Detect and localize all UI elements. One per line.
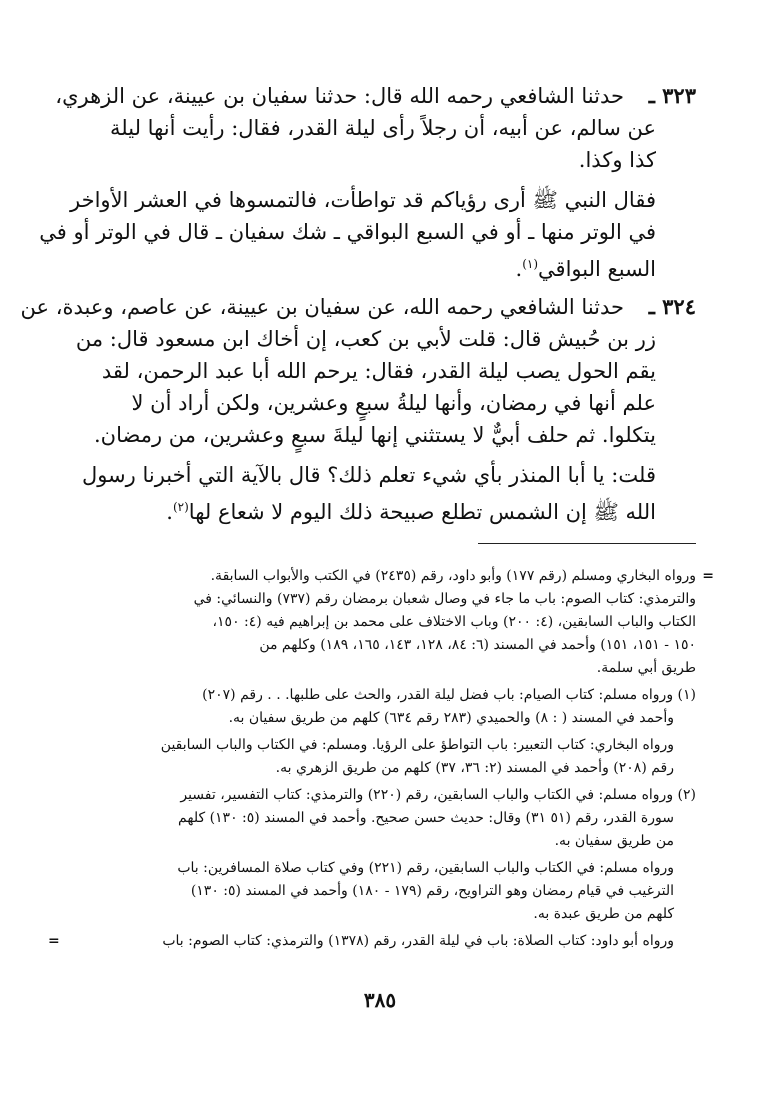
footnote-line: ورواه البخاري: كتاب التعبير: باب التواطؤ على الرؤيا. ومسلم: في الكتاب والباب السابقين <box>160 737 674 753</box>
page-number: ٣٨٥ <box>363 988 397 1012</box>
text-line: عن سالم، عن أبيه، أن رجلاً رأى ليلة القدر، فقال: رأيت أنها ليلة <box>110 116 656 140</box>
footnote-line: (٢) ورواه مسلم: في الكتاب والباب السابقين، رقم (٢٢٠) والترمذي: كتاب التفسير، تفسير <box>180 787 696 803</box>
footnote-line: طريق أبي سلمة. <box>596 660 696 676</box>
footnote-line: كلهم من طريق عبدة به. <box>533 906 674 922</box>
footnote-line: من طريق سفيان به. <box>554 833 674 849</box>
hadith-number: ٣٢٣ ـ <box>648 83 696 108</box>
paragraph-324 <box>74 459 696 528</box>
footnote-line: الترغيب في قيام رمضان وهو التراويح، رقم (١٧٩ - ١٨٠) وأحمد في المسند (٥: ١٣٠) <box>190 883 674 899</box>
footnotes <box>48 565 714 957</box>
footnote-2 <box>74 784 696 853</box>
footnote-line: الكتاب والباب السابقين، (٤: ٢٠٠) وباب الاختلاف على محمد بن إبراهيم فيه (٤: ١٥٠، <box>212 614 696 630</box>
footnote-line: سورة القدر، رقم (٥١ ٣١) وقال: حديث حسن صحيح. وأحمد في المسند (٥: ١٣٠) كلهم <box>178 810 674 826</box>
text-line: فقال النبي ﷺ أرى رؤياكم قد تواطأت، فالتمسوها في العشر الأواخر <box>70 188 656 212</box>
text-line: يتكلوا. ثم حلف أبيٌّ لا يستثني إنها ليلةَ سبعٍ وعشرين، من رمضان. <box>93 423 656 447</box>
footnote-line: رقم (٢٠٨) وأحمد في المسند (٢: ٣٦، ٣٧) كلهم من طريق الزهري به. <box>275 760 674 776</box>
end-continuation-mark: = <box>48 933 60 949</box>
footnote-line: ١٥٠ - ١٥١، ١٥١) وأحمد في المسند (٦: ٨٤، ١٢٨، ١٤٣، ١٦٥، ١٨٩) وكلهم من <box>259 637 696 653</box>
text-fragment: السبع البواقي <box>538 257 656 281</box>
continuation-mark: = <box>702 568 714 584</box>
footnote-line: ورواه مسلم: في الكتاب والباب السابقين، رقم (٢٢١) وفي كتاب صلاة المسافرين: باب <box>177 860 674 876</box>
text-line: قلت: يا أبا المنذر بأي شيء تعلم ذلك؟ قال بالآية التي أخبرنا رسول <box>81 463 656 487</box>
footnote-divider <box>478 543 696 544</box>
text-line: الله ﷺ إن الشمس تطلع صبيحة ذلك اليوم لا شعاع لها$^{(٢)}$. <box>166 500 656 524</box>
footnote-ref-2: (٢) <box>172 500 189 514</box>
text-line: في الوتر منها ـ أو في السبع البواقي ـ شك سفيان ـ قال في الوتر أو في <box>39 220 656 244</box>
main-text <box>20 80 696 534</box>
text-line: كذا وكذا. <box>578 148 656 172</box>
hadith-324 <box>20 291 696 451</box>
footnote-2-sub-1 <box>74 857 696 926</box>
footnote-1-sub <box>74 734 696 780</box>
text-line: زر بن حُبيش قال: قلت لأبي بن كعب، إن أخاك ابن مسعود قال: من <box>75 327 656 351</box>
text-line: السبع البواقي$^{(١)}$. <box>515 257 656 281</box>
hadith-number: ٣٢٤ ـ <box>648 294 696 319</box>
text-line: علم أنها في رمضان، وأنها ليلةُ سبعٍ وعشرين، ولكن أراد أن لا <box>131 391 656 415</box>
footnote-1 <box>74 684 696 730</box>
footnote-ref-1: (١) <box>522 257 539 271</box>
footnote-line: وأحمد في المسند ( : ٨) والحميدي (٢٨٣ رقم ٦٣٤) كلهم من طريق سفيان به. <box>228 710 674 726</box>
footnote-line: ورواه البخاري ومسلم (رقم ١٧٧) وأبو داود، رقم (٢٤٣٥) في الكتب والأبواب السابقة. <box>210 568 696 584</box>
footnote-continuation <box>74 565 714 680</box>
text-line: يقم الحول يصب ليلة القدر، فقال: يرحم الله أبا عبد الرحمن، لقد <box>101 359 656 383</box>
text-line: حدثنا الشافعي رحمه الله، عن سفيان بن عيينة، عن عاصم، وعبدة، عن <box>20 295 624 319</box>
footnote-line: والترمذي: كتاب الصوم: باب ما جاء في وصال شعبان برمضان رقم (٧٣٧) والنسائي: في <box>193 591 696 607</box>
footnote-2-sub-2 <box>48 930 696 953</box>
hadith-323 <box>55 80 696 176</box>
text-fragment: الله ﷺ إن الشمس تطلع صبيحة ذلك اليوم لا شعاع لها <box>188 500 656 524</box>
paragraph-323 <box>39 184 696 285</box>
footnote-line: (١) ورواه مسلم: كتاب الصيام: باب فضل ليلة القدر، والحث على طلبها. . . رقم (٢٠٧) <box>202 687 696 703</box>
footnote-line: ورواه أبو داود: كتاب الصلاة: باب في ليلة القدر، رقم (١٣٧٨) والترمذي: كتاب الصوم: باب <box>162 933 674 949</box>
text-line: حدثنا الشافعي رحمه الله قال: حدثنا سفيان بن عيينة، عن الزهري، <box>55 84 624 108</box>
